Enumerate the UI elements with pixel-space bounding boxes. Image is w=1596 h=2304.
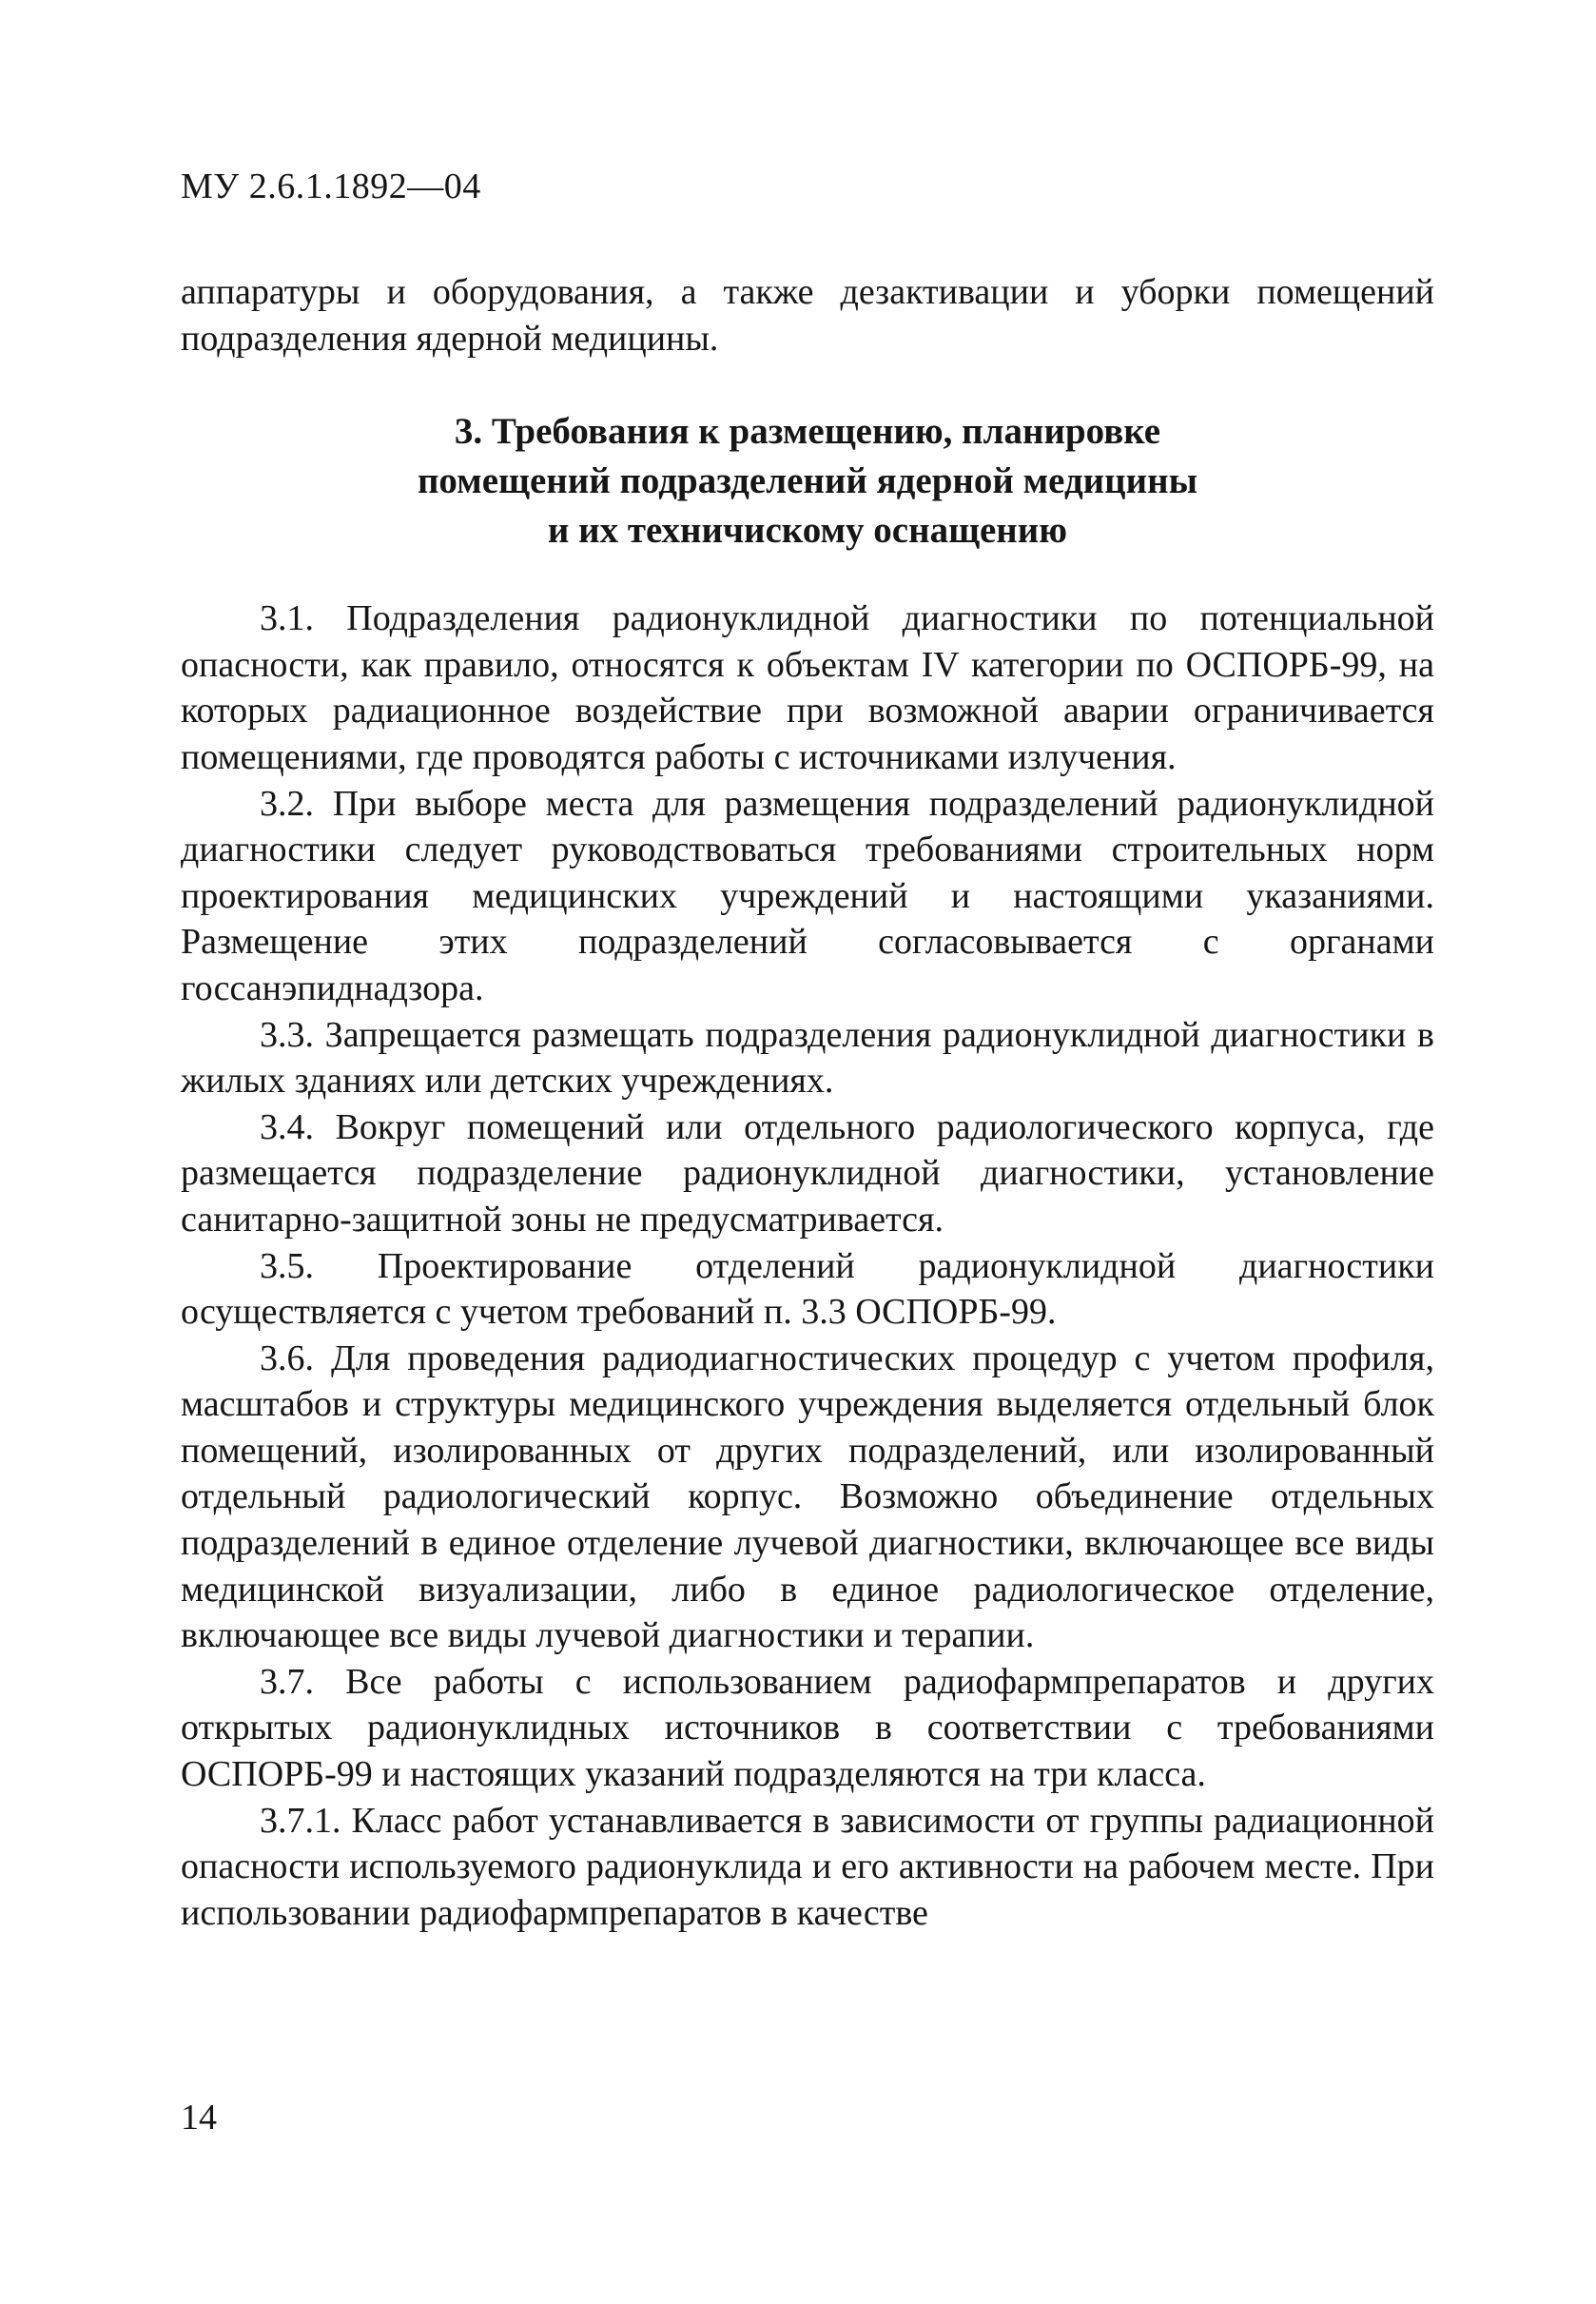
intro-paragraph: аппаратуры и оборудования, а также дезактивации и уборки помещений подразделения ядерной медицины.: [181, 272, 1434, 359]
section-heading-line: 3. Требования к размещению, планировке: [454, 411, 1161, 453]
paragraph-3-1: 3.1. Подразделения радионуклидной диагностики по потенциальной опасности, как правило, относятся к объектам IV категории по ОСПОРБ-99, на которых радиационное воздействие при возможной аварии ограничивается помещениями, где проводятся работы с источниками излучения.: [181, 598, 1434, 777]
paragraph-3-7-1: 3.7.1. Класс работ устанавливается в зависимости от группы радиационной опасности используемого радионуклида и его активности на рабочем месте. При использовании радиофармпрепаратов в качестве: [181, 1800, 1434, 1933]
paragraph-3-6: 3.6. Для проведения радиодиагностических процедур с учетом профиля, масштабов и структуры медицинского учреждения выделяется отдельный блок помещений, изолированных от других подразделений, или изолированный отдельный радиологический корпус. Возможно объединение отдельных подразделений в единое отделение лучевой диагностики, включающее все виды медицинской визуализации, либо в единое радиологическое отделение, включающее все виды лучевой диагностики и терапии.: [181, 1337, 1434, 1656]
page-content: [181, 269, 1434, 1936]
document-code: МУ 2.6.1.1892—04: [181, 166, 481, 206]
paragraph-3-5: 3.5. Проектирование отделений радионуклидной диагностики осуществляется с учетом требований п. 3.3 ОСПОРБ-99.: [181, 1245, 1434, 1333]
paragraph-3-4: 3.4. Вокруг помещений или отдельного радиологического корпуса, где размещается подразделение радионуклидной диагностики, установление санитарно-защитной зоны не предусматривается.: [181, 1106, 1434, 1240]
paragraph-3-2: 3.2. При выборе места для размещения подразделений радионуклидной диагностики следует руководствоваться требованиями строительных норм проектирования медицинских учреждений и настоящими указаниями. Размещение этих подразделений согласовывается с органами госсанэпиднадзора.: [181, 783, 1434, 1008]
paragraph-3-7: 3.7. Все работы с использованием радиофармпрепаратов и других открытых радионуклидных источников в соответствии с требованиями ОСПОРБ-99 и настоящих указаний подразделяются на три класса.: [181, 1661, 1434, 1795]
paragraph-3-3: 3.3. Запрещается размещать подразделения радионуклидной диагностики в жилых зданиях или детских учреждениях.: [181, 1014, 1434, 1102]
section-heading-line: и их техничискому оснащению: [547, 510, 1068, 552]
section-heading-line: помещений подразделений ядерной медицины: [417, 460, 1198, 502]
page-number: 14: [181, 2098, 217, 2138]
section-heading: [181, 407, 1434, 556]
